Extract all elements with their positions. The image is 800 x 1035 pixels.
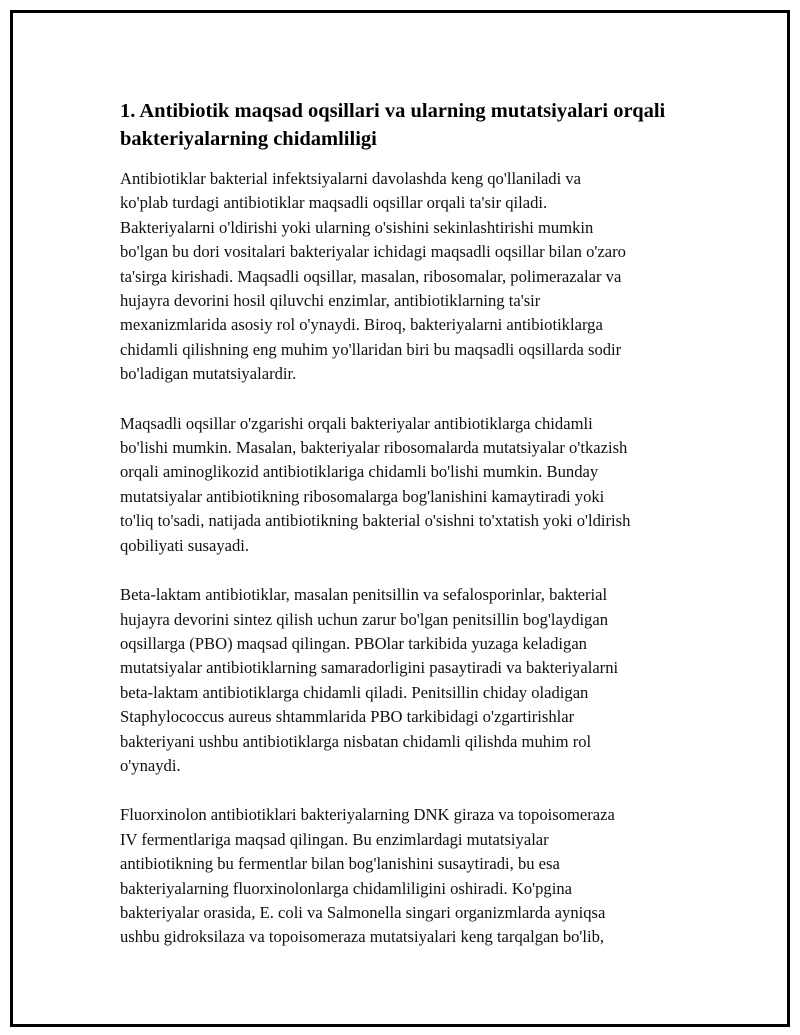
text-line: hujayra devorini sintez qilish uchun zarur bo'lgan penitsillin bog'laydigan	[120, 609, 609, 629]
text-line: chidamli qilishning eng muhim yo'llaridan biri bu maqsadli oqsillarda sodir	[120, 339, 622, 359]
paragraph-4	[120, 803, 700, 949]
text-line: antibiotikning bu fermentlar bilan bog'lanishini susaytiradi, bu esa	[120, 854, 560, 874]
text-line: mexanizmlarida asosiy rol o'ynaydi. Biroq, bakteriyalarni antibiotiklarga	[120, 315, 603, 335]
paragraph-3	[120, 583, 700, 778]
text-line: o'ynaydi.	[120, 755, 181, 775]
paragraph-1	[120, 167, 700, 387]
text-line: Fluorxinolon antibiotiklari bakteriyalarning DNK giraza va topoisomeraza	[120, 805, 615, 825]
page-frame	[10, 10, 790, 1027]
text-line: IV fermentlariga maqsad qilingan. Bu enzimlardagi mutatsiyalar	[120, 829, 549, 849]
text-line: bo'lgan bu dori vositalari bakteriyalar ichidagi maqsadli oqsillar bilan o'zaro	[120, 242, 626, 262]
text-line: orqali aminoglikozid antibiotiklariga chidamli bo'lishi mumkin. Bunday	[120, 462, 599, 482]
text-line: mutatsiyalar antibiotiklarning samaradorligini pasaytiradi va bakteriyalarni	[120, 658, 619, 678]
text-line: mutatsiyalar antibiotikning ribosomalarga bog'lanishini kamaytiradi yoki	[120, 486, 605, 506]
text-line: beta-laktam antibiotiklarga chidamli qiladi. Penitsillin chiday oladigan	[120, 682, 589, 702]
text-line: Antibiotiklar bakterial infektsiyalarni davolashda keng qo'llaniladi va	[120, 169, 582, 188]
text-line: Maqsadli oqsillar o'zgarishi orqali bakteriyalar antibiotiklarga chidamli	[120, 413, 593, 433]
text-line: bo'lishi mumkin. Masalan, bakteriyalar ribosomalarda mutatsiyalar o'tkazish	[120, 438, 628, 458]
heading-line: bakteriyalarning chidamliligi	[120, 128, 377, 150]
text-line: Beta-laktam antibiotiklar, masalan penitsillin va sefalosporinlar, bakterial	[120, 585, 608, 605]
text-line: ko'plab turdagi antibiotiklar maqsadli oqsillar orqali ta'sir qiladi.	[120, 193, 548, 213]
heading-line: 1. Antibiotik maqsad oqsillari va ularning mutatsiyalari orqali	[120, 100, 666, 122]
document-content	[120, 97, 700, 975]
text-line: bakteriyalar orasida, E. coli va Salmonella singari organizmlarda ayniqsa	[120, 902, 606, 922]
section-heading	[120, 97, 700, 153]
text-line: ta'sirga kirishadi. Maqsadli oqsillar, masalan, ribosomalar, polimerazalar va	[120, 266, 622, 286]
text-line: hujayra devorini hosil qiluvchi enzimlar, antibiotiklarning ta'sir	[120, 291, 541, 311]
text-line: bakteriyalarning fluorxinolonlarga chidamliligini oshiradi. Ko'pgina	[120, 878, 572, 898]
text-line: bo'ladigan mutatsiyalardir.	[120, 364, 297, 384]
text-line: qobiliyati susayadi.	[120, 535, 250, 555]
text-line: ushbu gidroksilaza va topoisomeraza mutatsiyalari keng tarqalgan bo'lib,	[120, 927, 605, 947]
text-line: bakteriyani ushbu antibiotiklarga nisbatan chidamli qilishda muhim rol	[120, 731, 592, 751]
text-line: Bakteriyalarni o'ldirishi yoki ularning o'sishini sekinlashtirishi mumkin	[120, 217, 594, 237]
paragraph-2	[120, 412, 700, 558]
text-line: to'liq to'sadi, natijada antibiotikning bakterial o'sishni to'xtatish yoki o'ldirish	[120, 511, 631, 531]
text-line: Staphylococcus aureus shtammlarida PBO tarkibidagi o'zgartirishlar	[120, 707, 575, 727]
text-line: oqsillarga (PBO) maqsad qilingan. PBOlar tarkibida yuzaga keladigan	[120, 633, 587, 653]
